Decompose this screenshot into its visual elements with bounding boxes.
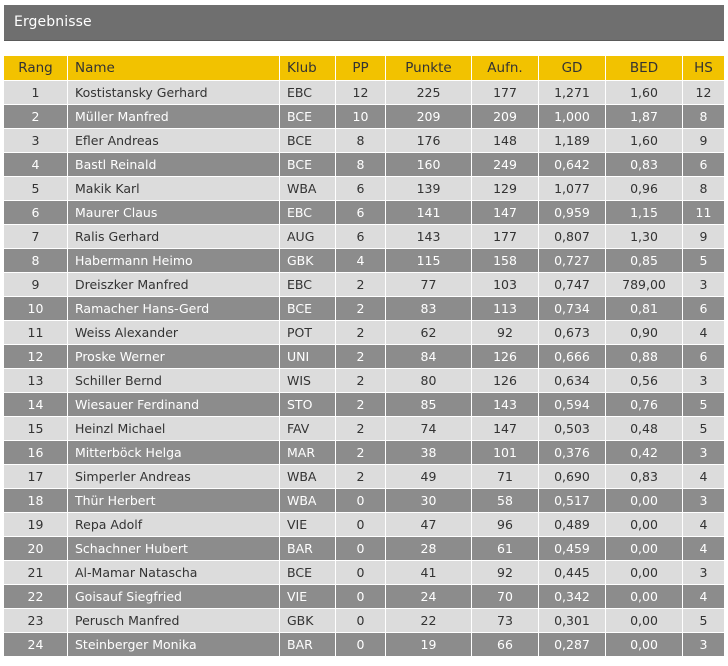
cell-pp: 2	[336, 296, 386, 320]
cell-punkte: 160	[386, 152, 472, 176]
cell-hs: 3	[683, 272, 724, 296]
cell-gd: 0,503	[539, 416, 606, 440]
cell-klub: BCE	[280, 560, 336, 584]
column-header-klub: Klub	[280, 56, 336, 80]
cell-hs: 3	[683, 632, 724, 656]
table-row	[4, 584, 724, 608]
column-header-rang: Rang	[4, 56, 68, 80]
cell-gd: 0,634	[539, 368, 606, 392]
cell-klub: VIE	[280, 584, 336, 608]
table-row	[4, 80, 724, 104]
cell-pp: 2	[336, 416, 386, 440]
table-row	[4, 296, 724, 320]
cell-punkte: 30	[386, 488, 472, 512]
table-row	[4, 152, 724, 176]
cell-aufn: 129	[472, 176, 539, 200]
cell-name: Kostistansky Gerhard	[68, 80, 280, 104]
table-row	[4, 440, 724, 464]
cell-punkte: 225	[386, 80, 472, 104]
cell-punkte: 24	[386, 584, 472, 608]
cell-name: Weiss Alexander	[68, 320, 280, 344]
cell-rang: 12	[4, 344, 68, 368]
cell-hs: 9	[683, 224, 724, 248]
column-header-aufn: Aufn.	[472, 56, 539, 80]
column-header-punkte: Punkte	[386, 56, 472, 80]
cell-gd: 0,594	[539, 392, 606, 416]
cell-pp: 2	[336, 392, 386, 416]
column-header-hs: HS	[683, 56, 724, 80]
cell-hs: 3	[683, 440, 724, 464]
cell-punkte: 139	[386, 176, 472, 200]
cell-name: Proske Werner	[68, 344, 280, 368]
cell-bed: 0,76	[606, 392, 683, 416]
cell-rang: 5	[4, 176, 68, 200]
cell-pp: 4	[336, 248, 386, 272]
cell-bed: 0,83	[606, 152, 683, 176]
cell-punkte: 83	[386, 296, 472, 320]
table-row	[4, 608, 724, 632]
cell-pp: 2	[336, 440, 386, 464]
cell-bed: 0,00	[606, 488, 683, 512]
table-header-row	[4, 56, 724, 80]
table-body	[4, 80, 724, 656]
cell-name: Efler Andreas	[68, 128, 280, 152]
cell-rang: 18	[4, 488, 68, 512]
cell-pp: 0	[336, 608, 386, 632]
cell-gd: 0,376	[539, 440, 606, 464]
cell-aufn: 96	[472, 512, 539, 536]
cell-punkte: 176	[386, 128, 472, 152]
cell-punkte: 47	[386, 512, 472, 536]
cell-gd: 0,959	[539, 200, 606, 224]
cell-bed: 1,15	[606, 200, 683, 224]
cell-aufn: 61	[472, 536, 539, 560]
cell-name: Makik Karl	[68, 176, 280, 200]
cell-name: Maurer Claus	[68, 200, 280, 224]
table-row	[4, 320, 724, 344]
cell-punkte: 143	[386, 224, 472, 248]
cell-rang: 1	[4, 80, 68, 104]
cell-pp: 6	[336, 200, 386, 224]
cell-pp: 0	[336, 584, 386, 608]
column-header-pp: PP	[336, 56, 386, 80]
cell-klub: BAR	[280, 536, 336, 560]
cell-aufn: 113	[472, 296, 539, 320]
results-table	[4, 56, 724, 656]
table-row	[4, 512, 724, 536]
cell-pp: 0	[336, 632, 386, 656]
cell-punkte: 115	[386, 248, 472, 272]
table-row	[4, 128, 724, 152]
cell-klub: WBA	[280, 488, 336, 512]
cell-bed: 0,00	[606, 560, 683, 584]
cell-name: Dreiszker Manfred	[68, 272, 280, 296]
cell-name: Simperler Andreas	[68, 464, 280, 488]
cell-hs: 11	[683, 200, 724, 224]
cell-hs: 4	[683, 320, 724, 344]
cell-hs: 6	[683, 296, 724, 320]
cell-aufn: 143	[472, 392, 539, 416]
cell-name: Müller Manfred	[68, 104, 280, 128]
cell-rang: 15	[4, 416, 68, 440]
cell-bed: 0,00	[606, 584, 683, 608]
cell-aufn: 148	[472, 128, 539, 152]
cell-punkte: 80	[386, 368, 472, 392]
cell-klub: WBA	[280, 464, 336, 488]
cell-rang: 23	[4, 608, 68, 632]
cell-klub: BCE	[280, 296, 336, 320]
table-row	[4, 224, 724, 248]
cell-hs: 6	[683, 152, 724, 176]
cell-rang: 7	[4, 224, 68, 248]
cell-name: Mitterböck Helga	[68, 440, 280, 464]
cell-aufn: 147	[472, 200, 539, 224]
cell-name: Ramacher Hans-Gerd	[68, 296, 280, 320]
cell-name: Habermann Heimo	[68, 248, 280, 272]
cell-gd: 0,642	[539, 152, 606, 176]
cell-klub: AUG	[280, 224, 336, 248]
cell-punkte: 28	[386, 536, 472, 560]
cell-rang: 21	[4, 560, 68, 584]
cell-klub: GBK	[280, 248, 336, 272]
cell-klub: GBK	[280, 608, 336, 632]
cell-gd: 0,747	[539, 272, 606, 296]
cell-hs: 8	[683, 176, 724, 200]
cell-hs: 3	[683, 368, 724, 392]
cell-hs: 3	[683, 488, 724, 512]
cell-hs: 5	[683, 608, 724, 632]
cell-gd: 0,459	[539, 536, 606, 560]
cell-bed: 0,00	[606, 608, 683, 632]
cell-aufn: 126	[472, 368, 539, 392]
cell-pp: 12	[336, 80, 386, 104]
cell-aufn: 71	[472, 464, 539, 488]
cell-aufn: 66	[472, 632, 539, 656]
cell-bed: 0,85	[606, 248, 683, 272]
cell-bed: 1,87	[606, 104, 683, 128]
cell-punkte: 22	[386, 608, 472, 632]
cell-klub: EBC	[280, 200, 336, 224]
cell-rang: 20	[4, 536, 68, 560]
cell-name: Schachner Hubert	[68, 536, 280, 560]
cell-klub: STO	[280, 392, 336, 416]
cell-gd: 0,342	[539, 584, 606, 608]
cell-rang: 19	[4, 512, 68, 536]
cell-rang: 3	[4, 128, 68, 152]
cell-pp: 2	[336, 368, 386, 392]
cell-gd: 1,000	[539, 104, 606, 128]
cell-aufn: 101	[472, 440, 539, 464]
cell-name: Bastl Reinald	[68, 152, 280, 176]
cell-punkte: 41	[386, 560, 472, 584]
cell-aufn: 158	[472, 248, 539, 272]
cell-klub: FAV	[280, 416, 336, 440]
cell-hs: 6	[683, 344, 724, 368]
cell-bed: 1,60	[606, 80, 683, 104]
cell-gd: 0,666	[539, 344, 606, 368]
cell-bed: 789,00	[606, 272, 683, 296]
table-row	[4, 464, 724, 488]
cell-klub: VIE	[280, 512, 336, 536]
cell-pp: 6	[336, 176, 386, 200]
cell-bed: 0,96	[606, 176, 683, 200]
cell-pp: 8	[336, 152, 386, 176]
cell-pp: 2	[336, 272, 386, 296]
cell-bed: 0,00	[606, 632, 683, 656]
cell-hs: 9	[683, 128, 724, 152]
cell-gd: 0,445	[539, 560, 606, 584]
cell-punkte: 85	[386, 392, 472, 416]
cell-name: Repa Adolf	[68, 512, 280, 536]
cell-name: Steinberger Monika	[68, 632, 280, 656]
cell-hs: 4	[683, 464, 724, 488]
cell-hs: 4	[683, 536, 724, 560]
cell-hs: 4	[683, 584, 724, 608]
cell-rang: 8	[4, 248, 68, 272]
cell-name: Heinzl Michael	[68, 416, 280, 440]
cell-aufn: 177	[472, 224, 539, 248]
cell-pp: 0	[336, 560, 386, 584]
cell-gd: 0,690	[539, 464, 606, 488]
cell-gd: 0,301	[539, 608, 606, 632]
table-row	[4, 176, 724, 200]
cell-pp: 0	[336, 536, 386, 560]
cell-name: Ralis Gerhard	[68, 224, 280, 248]
cell-punkte: 19	[386, 632, 472, 656]
cell-rang: 2	[4, 104, 68, 128]
cell-bed: 0,56	[606, 368, 683, 392]
table-row	[4, 248, 724, 272]
cell-aufn: 73	[472, 608, 539, 632]
cell-bed: 0,00	[606, 536, 683, 560]
cell-klub: BCE	[280, 128, 336, 152]
table-row	[4, 416, 724, 440]
cell-klub: WBA	[280, 176, 336, 200]
cell-hs: 12	[683, 80, 724, 104]
cell-bed: 0,88	[606, 344, 683, 368]
cell-name: Al-Mamar Natascha	[68, 560, 280, 584]
cell-bed: 0,00	[606, 512, 683, 536]
cell-gd: 0,287	[539, 632, 606, 656]
cell-klub: EBC	[280, 80, 336, 104]
cell-gd: 0,489	[539, 512, 606, 536]
cell-bed: 0,81	[606, 296, 683, 320]
cell-pp: 2	[336, 464, 386, 488]
cell-punkte: 49	[386, 464, 472, 488]
cell-pp: 8	[336, 128, 386, 152]
cell-name: Schiller Bernd	[68, 368, 280, 392]
cell-name: Wiesauer Ferdinand	[68, 392, 280, 416]
cell-aufn: 126	[472, 344, 539, 368]
cell-bed: 1,60	[606, 128, 683, 152]
page-title: Ergebnisse	[14, 14, 92, 30]
cell-gd: 1,271	[539, 80, 606, 104]
cell-klub: POT	[280, 320, 336, 344]
cell-bed: 0,48	[606, 416, 683, 440]
column-header-gd: GD	[539, 56, 606, 80]
cell-gd: 1,077	[539, 176, 606, 200]
column-header-name: Name	[68, 56, 280, 80]
cell-rang: 10	[4, 296, 68, 320]
cell-klub: MAR	[280, 440, 336, 464]
cell-hs: 5	[683, 392, 724, 416]
cell-aufn: 177	[472, 80, 539, 104]
cell-aufn: 209	[472, 104, 539, 128]
table-row	[4, 632, 724, 656]
cell-name: Thür Herbert	[68, 488, 280, 512]
cell-hs: 3	[683, 560, 724, 584]
cell-punkte: 62	[386, 320, 472, 344]
cell-gd: 0,517	[539, 488, 606, 512]
cell-bed: 0,42	[606, 440, 683, 464]
cell-klub: UNI	[280, 344, 336, 368]
table-row	[4, 272, 724, 296]
cell-klub: BCE	[280, 104, 336, 128]
cell-rang: 9	[4, 272, 68, 296]
cell-bed: 0,90	[606, 320, 683, 344]
cell-aufn: 70	[472, 584, 539, 608]
cell-klub: EBC	[280, 272, 336, 296]
cell-rang: 16	[4, 440, 68, 464]
cell-rang: 14	[4, 392, 68, 416]
cell-aufn: 249	[472, 152, 539, 176]
table-row	[4, 488, 724, 512]
cell-aufn: 92	[472, 320, 539, 344]
cell-bed: 0,83	[606, 464, 683, 488]
cell-aufn: 92	[472, 560, 539, 584]
cell-hs: 8	[683, 104, 724, 128]
cell-punkte: 141	[386, 200, 472, 224]
cell-rang: 22	[4, 584, 68, 608]
cell-pp: 6	[336, 224, 386, 248]
cell-aufn: 147	[472, 416, 539, 440]
table-row	[4, 344, 724, 368]
cell-aufn: 103	[472, 272, 539, 296]
table-row	[4, 392, 724, 416]
table-row	[4, 560, 724, 584]
cell-punkte: 38	[386, 440, 472, 464]
cell-hs: 5	[683, 416, 724, 440]
table-row	[4, 104, 724, 128]
cell-pp: 2	[336, 320, 386, 344]
cell-rang: 13	[4, 368, 68, 392]
cell-gd: 1,189	[539, 128, 606, 152]
cell-klub: BCE	[280, 152, 336, 176]
table-row	[4, 368, 724, 392]
column-header-bed: BED	[606, 56, 683, 80]
cell-name: Perusch Manfred	[68, 608, 280, 632]
cell-pp: 10	[336, 104, 386, 128]
table-row	[4, 200, 724, 224]
cell-hs: 5	[683, 248, 724, 272]
cell-name: Goisauf Siegfried	[68, 584, 280, 608]
cell-punkte: 84	[386, 344, 472, 368]
cell-rang: 17	[4, 464, 68, 488]
cell-bed: 1,30	[606, 224, 683, 248]
cell-pp: 2	[336, 344, 386, 368]
cell-hs: 4	[683, 512, 724, 536]
cell-rang: 11	[4, 320, 68, 344]
cell-gd: 0,727	[539, 248, 606, 272]
results-header	[4, 5, 724, 41]
cell-pp: 0	[336, 512, 386, 536]
cell-punkte: 77	[386, 272, 472, 296]
cell-rang: 4	[4, 152, 68, 176]
cell-gd: 0,673	[539, 320, 606, 344]
cell-punkte: 74	[386, 416, 472, 440]
cell-gd: 0,807	[539, 224, 606, 248]
cell-rang: 24	[4, 632, 68, 656]
cell-rang: 6	[4, 200, 68, 224]
cell-klub: WIS	[280, 368, 336, 392]
cell-klub: BAR	[280, 632, 336, 656]
cell-aufn: 58	[472, 488, 539, 512]
cell-gd: 0,734	[539, 296, 606, 320]
cell-punkte: 209	[386, 104, 472, 128]
table-row	[4, 536, 724, 560]
cell-pp: 0	[336, 488, 386, 512]
